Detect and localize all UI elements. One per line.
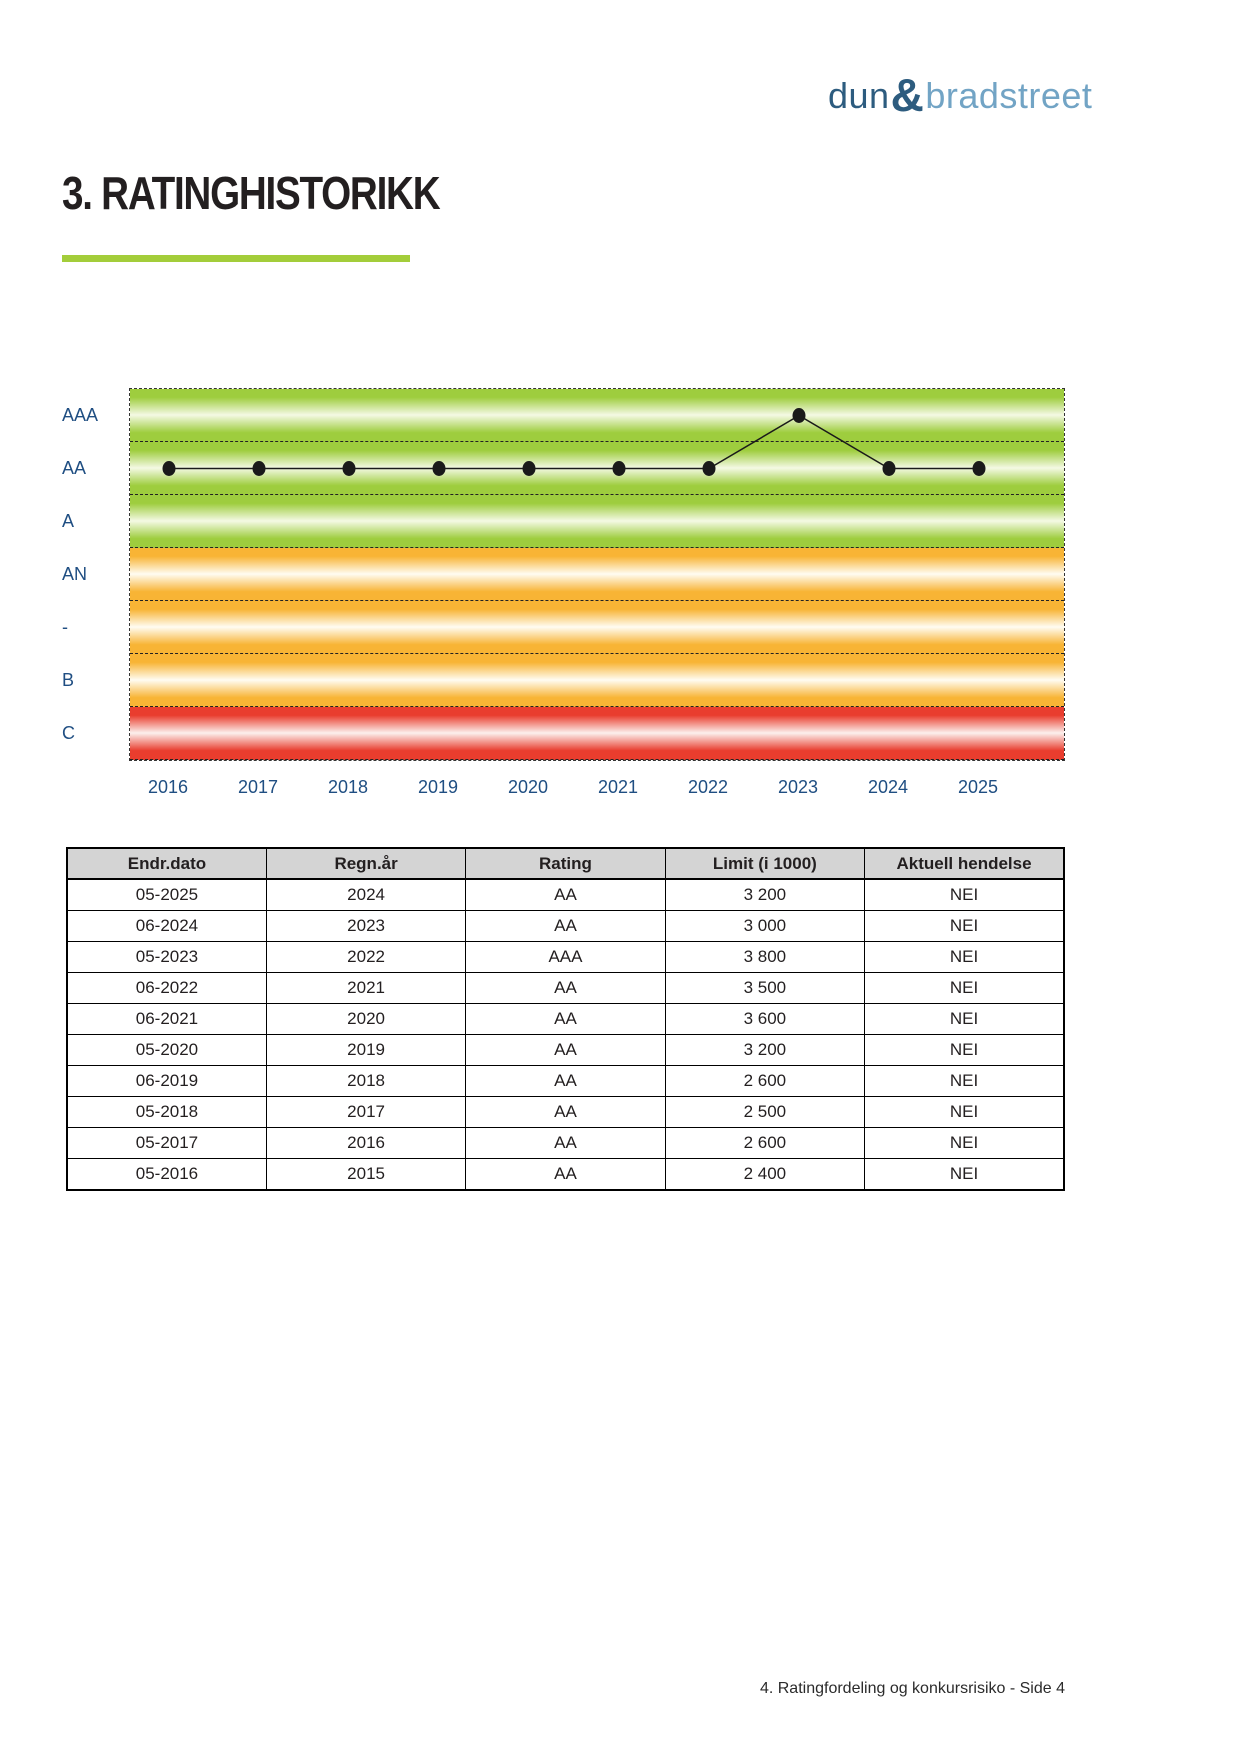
table-cell: 2015 [266, 1159, 465, 1191]
table-cell: AA [466, 1035, 665, 1066]
table-cell: AA [466, 1128, 665, 1159]
rating-history-table [66, 847, 1065, 1191]
table-header-row [67, 848, 1064, 879]
table-cell: NEI [865, 942, 1064, 973]
table-cell: 2020 [266, 1004, 465, 1035]
table-cell: 06-2022 [67, 973, 266, 1004]
y-axis-label-an: AN [62, 563, 88, 584]
table-cell: 2 400 [665, 1159, 864, 1191]
table-cell: NEI [865, 911, 1064, 942]
table-cell: 05-2017 [67, 1128, 266, 1159]
table-body [67, 879, 1064, 1190]
table-cell: 2016 [266, 1128, 465, 1159]
data-point [613, 461, 626, 476]
table-cell: AA [466, 1097, 665, 1128]
table-cell: 06-2021 [67, 1004, 266, 1035]
table-row [67, 1035, 1064, 1066]
table-row [67, 1128, 1064, 1159]
y-axis-label-a: A [62, 510, 75, 531]
table-header-cell: Regn.år [266, 848, 465, 879]
table-cell: 2 600 [665, 1128, 864, 1159]
table-cell: AA [466, 879, 665, 911]
table-header-cell: Endr.dato [67, 848, 266, 879]
table-row [67, 1159, 1064, 1191]
table-row [67, 1004, 1064, 1035]
table-header-cell: Aktuell hendelse [865, 848, 1064, 879]
table-cell: NEI [865, 973, 1064, 1004]
x-axis-label-2022: 2022 [687, 777, 729, 797]
table-cell: 05-2025 [67, 879, 266, 911]
table-cell: AAA [466, 942, 665, 973]
table-cell: 3 500 [665, 973, 864, 1004]
data-point [703, 461, 716, 476]
table-row [67, 973, 1064, 1004]
data-point [883, 461, 896, 476]
logo-word-bradstreet: bradstreet [925, 75, 1093, 116]
table-cell: AA [466, 1159, 665, 1191]
y-axis-label-c: C [62, 722, 75, 743]
x-axis-label-2024: 2024 [867, 777, 909, 797]
dun-and-bradstreet-logo [828, 68, 1093, 121]
table-cell: AA [466, 911, 665, 942]
table-cell: 2021 [266, 973, 465, 1004]
table-cell: 05-2020 [67, 1035, 266, 1066]
table-cell: 06-2019 [67, 1066, 266, 1097]
table-cell: 2 600 [665, 1066, 864, 1097]
table-header-cell: Limit (i 1000) [665, 848, 864, 879]
data-point [343, 461, 356, 476]
table-cell: AA [466, 1066, 665, 1097]
table-cell: 05-2023 [67, 942, 266, 973]
table-cell: AA [466, 1004, 665, 1035]
table-cell: NEI [865, 1097, 1064, 1128]
x-axis-label-2017: 2017 [237, 777, 279, 797]
table-cell: 3 200 [665, 879, 864, 911]
table-cell: 2019 [266, 1035, 465, 1066]
table-cell: 2018 [266, 1066, 465, 1097]
y-axis-label-b: B [62, 669, 75, 690]
x-axis-label-2016: 2016 [147, 777, 189, 797]
x-axis-label-2020: 2020 [507, 777, 549, 797]
x-axis-label-2025: 2025 [957, 777, 999, 797]
logo-word-dun: dun [828, 75, 890, 116]
rating-line-series [130, 389, 1064, 760]
table-row [67, 1066, 1064, 1097]
section-title: 3. RATINGHISTORIKK [62, 167, 440, 219]
table-cell: NEI [865, 879, 1064, 911]
table-cell: 05-2016 [67, 1159, 266, 1191]
table-cell: 05-2018 [67, 1097, 266, 1128]
table-cell: NEI [865, 1159, 1064, 1191]
table-cell: NEI [865, 1035, 1064, 1066]
x-axis-label-2018: 2018 [327, 777, 369, 797]
data-point [793, 408, 806, 423]
logo-ampersand-icon: & [890, 69, 925, 121]
y-axis-label-aa: AA [62, 457, 87, 478]
rating-history-chart [129, 388, 1065, 761]
table-cell: 2017 [266, 1097, 465, 1128]
table-row [67, 1097, 1064, 1128]
data-point [523, 461, 536, 476]
data-point [253, 461, 266, 476]
page-footer: 4. Ratingfordeling og konkursrisiko - Side 4 [759, 1680, 1065, 1697]
title-underline-rule [62, 255, 410, 262]
x-axis-label-2023: 2023 [777, 777, 819, 797]
table-header-cell: Rating [466, 848, 665, 879]
table-cell: AA [466, 973, 665, 1004]
table-row [67, 879, 1064, 911]
table-cell: 2022 [266, 942, 465, 973]
table-cell: NEI [865, 1128, 1064, 1159]
data-point [433, 461, 446, 476]
table-row [67, 942, 1064, 973]
table-row [67, 911, 1064, 942]
table-cell: 2024 [266, 879, 465, 911]
table-cell: 3 000 [665, 911, 864, 942]
table-cell: 3 600 [665, 1004, 864, 1035]
table-cell: 06-2024 [67, 911, 266, 942]
x-axis-label-2019: 2019 [417, 777, 459, 797]
data-point [973, 461, 986, 476]
table-cell: 2 500 [665, 1097, 864, 1128]
table-cell: NEI [865, 1004, 1064, 1035]
table-cell: 3 800 [665, 942, 864, 973]
table-cell: 3 200 [665, 1035, 864, 1066]
table-header [67, 848, 1064, 879]
table-cell: 2023 [266, 911, 465, 942]
x-axis-label-2021: 2021 [597, 777, 639, 797]
data-point [163, 461, 176, 476]
table-cell: NEI [865, 1066, 1064, 1097]
y-axis-label-dash: - [62, 616, 68, 637]
y-axis-label-aaa: AAA [62, 404, 99, 425]
